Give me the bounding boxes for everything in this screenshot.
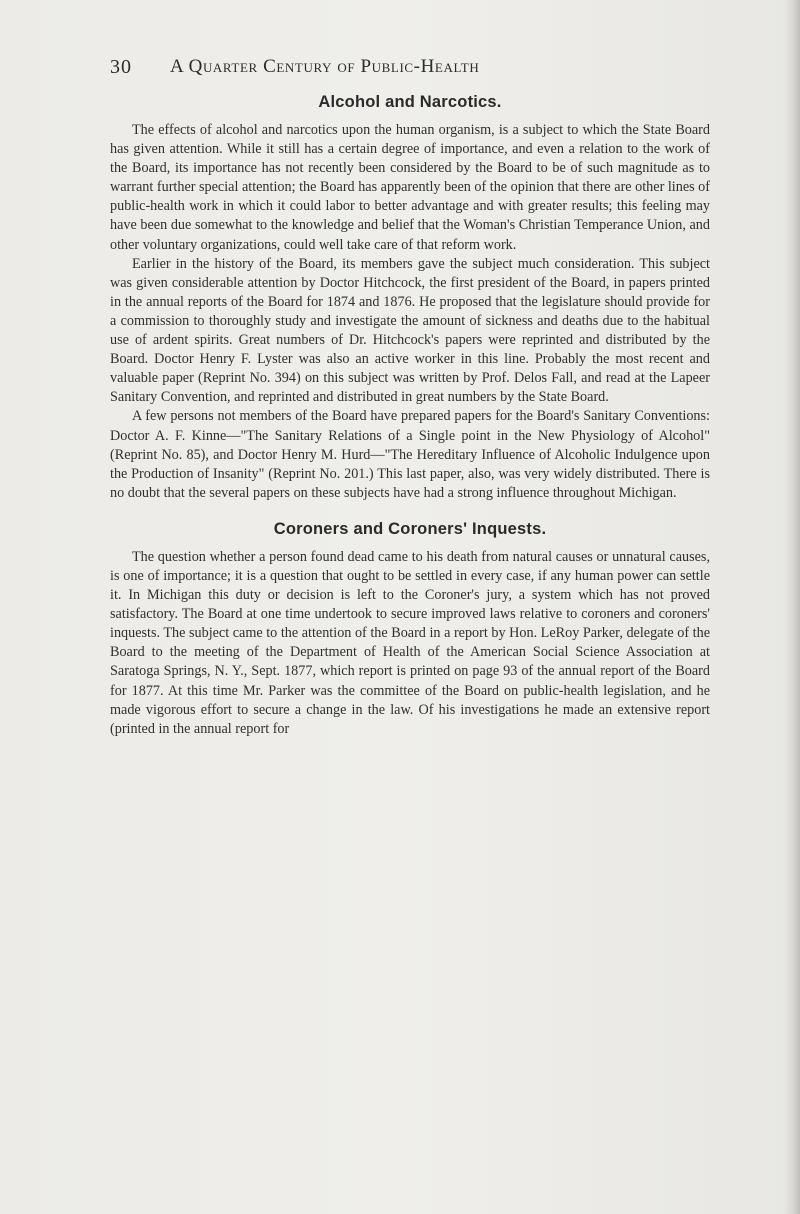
paragraph: The question whether a person found dead came to his death from natural causes or unnatural causes, is one of importance; it is a question that ought to be settled in every case, if any human power can settle it. In Michigan this duty or decision is left to the Coroner's jury, a system which has not proved satisfactory. The Board at one time undertook to secure improved laws relative to coroners and coroners' inquests. The subject came to the attention of the Board in a report by Hon. LeRoy Parker, delegate of the Board to the meeting of the Department of Health of the American Social Science Association at Saratoga Springs, N. Y., Sept. 1877, which report is printed on page 93 of the annual report of the Board for 1877. At this time Mr. Parker was the committee of the Board on public-health legislation, and he made vigorous effort to secure a change in the law. Of his investigations he made an extensive report (printed in the annual report for [110, 548, 710, 737]
section-heading: Coroners and Coroners' Inquests. [273, 519, 547, 538]
section-alcohol-narcotics [110, 93, 710, 503]
running-head [110, 56, 710, 82]
paragraph: Earlier in the history of the Board, its members gave the subject much consideration. This subject was given considerable attention by Doctor Hitchcock, the first president of the Board, in papers printed in the annual reports of the Board for 1874 and 1876. He proposed that the legislature should provide for a commission to thoroughly study and investigate the amount of sickness and deaths due to the habitual use of ardent spirits. Great numbers of Dr. Hitchcock's papers were reprinted and distributed by the Board. Doctor Henry F. Lyster was also an active worker in this line. Probably the most recent and valuable paper (Reprint No. 394) on this subject was written by Prof. Delos Fall, and read at the Lapeer Sanitary Convention, and reprinted and distributed in great numbers by the State Board. [110, 255, 710, 406]
paragraph: A few persons not members of the Board have prepared papers for the Board's Sanitary Conventions: Doctor A. F. Kinne—"The Sanitary Relations of a Single point in the New Physiology of Alcohol" (Reprint No. 85), and Doctor Henry M. Hurd—"The Hereditary Influence of Alcoholic Indulgence upon the Production of Insanity" (Reprint No. 201.) This last paper, also, was very widely distributed. There is no doubt that the several papers on these subjects have had a strong influence throughout Michigan. [110, 408, 710, 501]
section-coroners-inquests [110, 520, 710, 739]
paragraph: The effects of alcohol and narcotics upon the human organism, is a subject to which the State Board has given attention. While it still has a certain degree of importance, and even a relation to the work of the Board, its importance has not recently been considered by the Board to be of such magnitude as to warrant further special attention; the Board has apparently been of the opinion that there are other lines of public-health work in which it could labor to better advantage and with greater results; this feeling may have been due somewhat to the knowledge and belief that the Woman's Christian Temperance Union, and other voluntary organizations, could well take care of that reform work. [110, 122, 710, 253]
page-number: 30 [110, 56, 132, 78]
section-heading: Alcohol and Narcotics. [318, 93, 502, 111]
running-title: A Quarter Century of Public-Health [170, 56, 480, 77]
page-edge-shadow [784, 0, 800, 1214]
page-content [110, 93, 710, 739]
